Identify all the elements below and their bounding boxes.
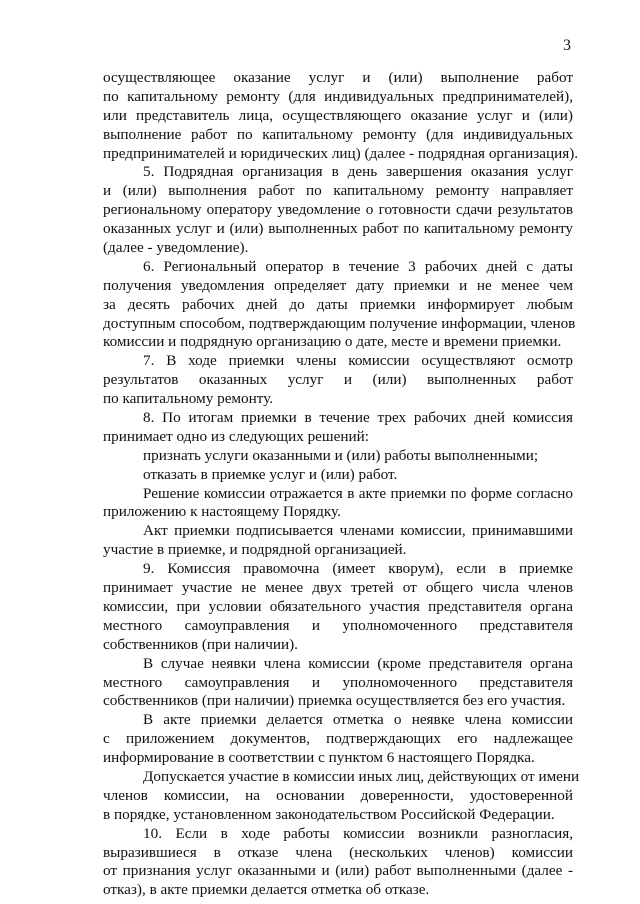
text-line: (далее - уведомление). [103,239,249,257]
text-line: комиссии и подрядную организацию о дате, месте и времени приемки. [103,333,562,351]
text-line: от признания услуг оказанными и (или) работ выполненными (далее - [103,862,573,880]
text-line: результатов оказанных услуг и (или) выполненных работ [103,371,573,389]
text-line: по капитальному ремонту (для индивидуальных предпринимателей), [103,87,573,105]
text-line: выполнение работ по капитальному ремонту (для индивидуальных [103,125,573,143]
text-line: В случае неявки члена комиссии (кроме представителя органа [143,654,573,672]
text-line: 8. По итогам приемки в течение трех рабочих дней комиссия [143,409,573,427]
text-line: за десять рабочих дней до даты приемки информирует любым [103,295,573,313]
text-line: оказанных услуг и (или) выполненных работ по капитальному ремонту [103,220,573,238]
text-line: принимает участие не менее двух третей от общего числа членов [103,579,573,597]
text-line: 9. Комиссия правомочна (имеет кворум), если в приемке [143,560,573,578]
text-line: отказать в приемке услуг и (или) работ. [143,465,398,483]
text-line: информирование в соответствии с пунктом 6 настоящего Порядка. [103,749,535,767]
text-line: принимает одно из следующих решений: [103,427,369,445]
text-line: региональному оператору уведомление о готовности сдачи результатов [103,201,573,219]
text-line: В акте приемки делается отметка о неявке члена комиссии [143,711,573,729]
text-line: членов комиссии, на основании доверенности, удостоверенной [103,786,573,804]
text-line: 5. Подрядная организация в день завершения оказания услуг [143,163,573,181]
text-line: комиссии, при условии обязательного участия представителя органа [103,597,573,615]
text-line: отказ), в акте приемки делается отметка об отказе. [103,881,430,899]
text-line: с приложением документов, подтверждающих его надлежащее [103,730,573,748]
text-line: Решение комиссии отражается в акте приемки по форме согласно [143,484,573,502]
text-line: признать услуги оказанными и (или) работы выполненными; [143,446,539,464]
text-line: предпринимателей и юридических лиц) (далее - подрядная организация). [103,144,579,162]
text-line: Акт приемки подписывается членами комиссии, принимавшими [143,522,573,540]
text-line: Допускается участие в комиссии иных лиц, действующих от имени [143,767,580,785]
text-line: получения уведомления определяет дату приемки и не менее чем [103,276,573,294]
text-line: осуществляющее оказание услуг и (или) выполнение работ [103,69,573,86]
text-line: доступным способом, подтверждающим получение информации, членов [103,314,576,332]
text-line: и (или) выполнения работ по капитальному ремонту направляет [103,182,573,200]
text-line: местного самоуправления и уполномоченного представителя [103,673,573,691]
text-line: собственников (при наличии) приемка осуществляется без его участия. [103,692,566,710]
document-body [103,69,580,900]
text-line: выразившиеся в отказе члена (нескольких членов) комиссии [103,843,573,861]
text-line: приложению к настоящему Порядку. [103,503,341,521]
text-line: собственников (при наличии). [103,635,298,653]
text-line: по капитальному ремонту. [103,390,274,408]
text-line: в порядке, установленном законодательством Российской Федерации. [103,805,555,823]
text-line: или представитель лица, осуществляющего оказание услуг и (или) [103,106,573,124]
page-number: 3 [563,37,571,54]
text-line: участие в приемке, и подрядной организацией. [103,541,407,559]
text-line: 10. Если в ходе работы комиссии возникли разногласия, [143,824,573,842]
text-line: 7. В ходе приемки члены комиссии осуществляют осмотр [143,352,573,370]
text-line: местного самоуправления и уполномоченного представителя [103,616,573,634]
text-line: 6. Региональный оператор в течение 3 рабочих дней с даты [143,257,573,275]
